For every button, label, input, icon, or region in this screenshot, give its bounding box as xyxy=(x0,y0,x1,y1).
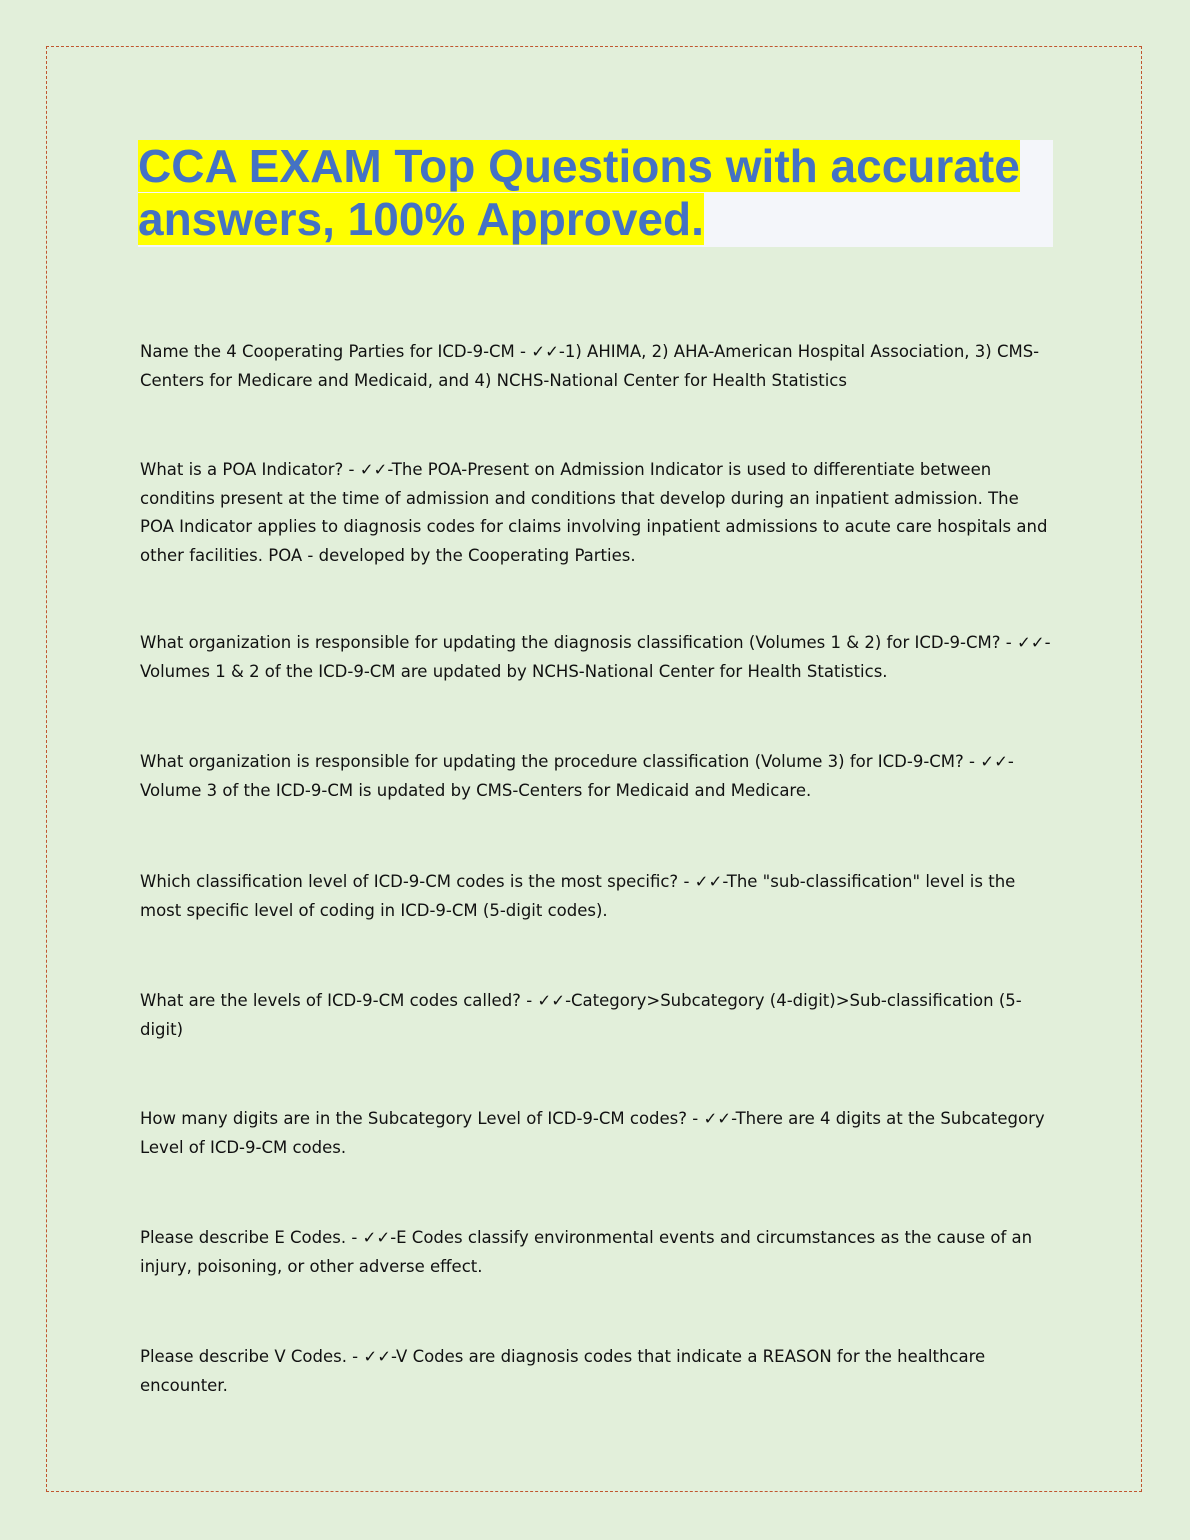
answer: -Volume 3 of the ICD-9-CM is updated by CMS-Centers for Medicaid and Medicare. xyxy=(140,752,1014,800)
qa-item xyxy=(140,1105,1055,1162)
question: What is a POA Indicator? xyxy=(140,460,344,479)
question: How many digits are in the Subcategory Level of ICD-9-CM codes? xyxy=(140,1109,688,1128)
title-highlight: CCA EXAM Top Questions with accurate answers, 100% Approved. xyxy=(138,140,1020,245)
answer: -V Codes are diagnosis codes that indicate a REASON for the healthcare encounter. xyxy=(140,1347,986,1395)
double-check-icon: ✓✓ xyxy=(537,991,566,1010)
question: What organization is responsible for updating the procedure classification (Volume 3) for ICD-9-CM? xyxy=(140,752,964,771)
qa-item xyxy=(140,748,1055,805)
separator: - xyxy=(343,460,360,479)
answer: -The POA-Present on Admission Indicator is used to differentiate between conditins present at the time of admission and conditions that develop during an inpatient admission. The POA Indicator applies to diagnosis codes for claims involving inpatient admissions to acute care hospitals and other facilities. POA - developed by the Cooperating Parties. xyxy=(140,460,1048,565)
qa-item xyxy=(140,1343,1055,1400)
separator: - xyxy=(963,752,981,771)
double-check-icon: ✓✓ xyxy=(980,752,1008,771)
separator: - xyxy=(520,991,538,1010)
double-check-icon: ✓✓ xyxy=(694,872,723,891)
separator: - xyxy=(514,342,532,361)
answer: -1) AHIMA, 2) AHA-American Hospital Association, 3) CMS-Centers for Medicare and Medicaid, and 4) NCHS-National Center for Health Statistics xyxy=(140,342,1040,390)
title-block xyxy=(138,140,1053,247)
qa-item xyxy=(140,868,1055,925)
qa-item xyxy=(140,1224,1055,1281)
question: What organization is responsible for updating the diagnosis classification (Volumes 1 & 2) for ICD-9-CM? xyxy=(140,633,1001,652)
double-check-icon: ✓✓ xyxy=(531,342,559,361)
qa-item xyxy=(140,456,1055,570)
answer: -Volumes 1 & 2 of the ICD-9-CM are updated by NCHS-National Center for Health Statistics. xyxy=(140,633,1051,681)
answer: -There are 4 digits at the Subcategory Level of ICD-9-CM codes. xyxy=(140,1109,1045,1157)
question: Name the 4 Cooperating Parties for ICD-9-CM xyxy=(140,342,515,361)
separator: - xyxy=(346,1347,364,1366)
answer: -E Codes classify environmental events and circumstances as the cause of an injury, poisoning, or other adverse effect. xyxy=(140,1228,1033,1276)
question: What are the levels of ICD-9-CM codes called? xyxy=(140,991,521,1010)
separator: - xyxy=(687,1109,704,1128)
answer: -The "sub-classification" level is the most specific level of coding in ICD-9-CM (5-digit codes). xyxy=(140,872,1016,920)
qa-item xyxy=(140,629,1055,686)
double-check-icon: ✓✓ xyxy=(1016,633,1045,652)
qa-item xyxy=(140,987,1055,1044)
question: Please describe V Codes. xyxy=(140,1347,347,1366)
answer: -Category>Subcategory (4-digit)>Sub-classification (5-digit) xyxy=(140,991,1022,1039)
double-check-icon: ✓✓ xyxy=(359,460,388,479)
document-title xyxy=(138,140,1053,246)
question: Please describe E Codes. xyxy=(140,1228,347,1247)
double-check-icon: ✓✓ xyxy=(363,1347,392,1366)
double-check-icon: ✓✓ xyxy=(362,1228,391,1247)
double-check-icon: ✓✓ xyxy=(703,1109,732,1128)
separator: - xyxy=(1000,633,1017,652)
separator: - xyxy=(346,1228,363,1247)
separator: - xyxy=(678,872,695,891)
question: Which classification level of ICD-9-CM codes is the most specific? xyxy=(140,872,679,891)
qa-item xyxy=(140,338,1055,395)
